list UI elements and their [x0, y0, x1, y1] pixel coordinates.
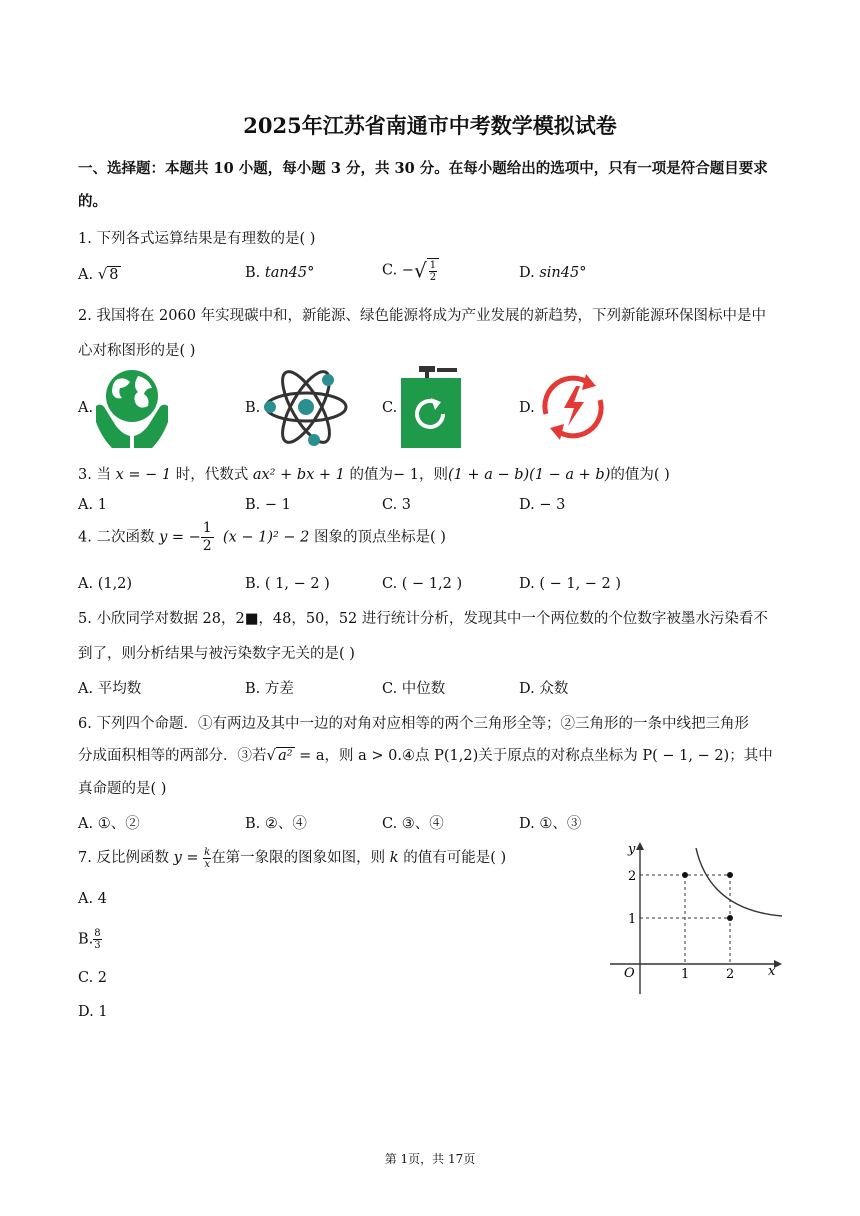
q5-stem: 5. 小欣同学对数据 28，2■，48，50，52 进行统计分析，发现其中一个两位数的个位数字被墨水污染看不	[78, 611, 768, 627]
q5-option-b: B. 方差	[245, 681, 294, 697]
q1-option-b: B. tan45°	[245, 265, 315, 281]
q4-stem: 4. 二次函数 y = − $\frac{1}{2} (x - 1)^2 - 2$ 图象的顶点坐标是( )	[78, 520, 446, 554]
q1-stem: 1. 下列各式运算结果是有理数的是( )	[78, 231, 316, 247]
origin-label: O	[624, 966, 635, 981]
q5-option-d: D. 众数	[519, 681, 569, 697]
q6-stem-end: 真命题的是( )	[78, 781, 167, 797]
q2-option-b-label: B.	[245, 400, 261, 416]
page-footer: 第 1页，共 17页	[384, 1152, 476, 1166]
tick-y-2: 2	[628, 869, 637, 884]
q2-option-a-label: A.	[78, 400, 94, 416]
q2-option-d-label: D.	[519, 400, 535, 416]
q4-option-a: A. (1,2)	[78, 576, 133, 592]
section-heading: 一、选择题：本题共 10 小题，每小题 3 分，共 30 分。在每小题给出的选项中，只有一项是符合题目要求	[78, 160, 768, 177]
q4-option-d: D. ( − 1, − 2 )	[519, 576, 622, 592]
q2-option-c-label: C.	[382, 400, 398, 416]
point-2-2	[727, 872, 733, 878]
q7-option-a: A. 4	[78, 891, 107, 907]
point-1-2	[682, 872, 688, 878]
q1-option-a: A. √ 8	[78, 265, 119, 283]
fuel-can-recycle-icon	[397, 362, 465, 450]
q3-option-b: B. − 1	[245, 497, 291, 513]
q3-option-c: C. 3	[382, 497, 412, 513]
x-axis-label: x	[768, 964, 776, 979]
q6-option-a: A. ①、②	[78, 816, 140, 832]
q7-option-c: C. 2	[78, 970, 108, 986]
green-earth-hands-icon	[92, 366, 172, 448]
q3-stem: 3. 当 x = − 1 时，代数式 ax² + bx + 1 的值为− 1，则(1 + a − b)(1 − a + b)的值为( )	[78, 467, 670, 483]
q7-option-d: D. 1	[78, 1004, 108, 1020]
q6-option-c: C. ③、④	[382, 816, 444, 832]
tick-x-1: 1	[681, 967, 690, 982]
q5-option-c: C. 中位数	[382, 681, 446, 697]
q2-stem: 2. 我国将在 2060 年实现碳中和，新能源、绿色能源将成为产业发展的新趋势，下列新能源环保图标中是中	[78, 308, 767, 324]
q1-option-c: C. −√ $\frac{1}{2}$	[382, 258, 439, 283]
y-axis-label: y	[628, 842, 636, 857]
point-2-1	[727, 915, 733, 921]
q5-option-a: A. 平均数	[78, 681, 142, 697]
q3-option-d: D. − 3	[519, 497, 566, 513]
page-title: 2025年江苏省南通市中考数学模拟试卷	[243, 113, 617, 138]
q7-option-b: B. $\frac{8}{3}$	[78, 928, 101, 951]
energy-cycle-icon	[534, 370, 612, 444]
atom-icon	[262, 364, 350, 450]
q6-option-d: D. ①、③	[519, 816, 582, 832]
q3-option-a: A. 1	[78, 497, 107, 513]
q4-option-c: C. ( − 1,2 )	[382, 576, 463, 592]
hyperbola-curve	[696, 848, 782, 916]
q4-option-b: B. ( 1, − 2 )	[245, 576, 330, 592]
section-heading-cont: 的。	[78, 193, 107, 210]
tick-y-1: 1	[628, 912, 637, 927]
q2-stem-cont: 心对称图形的是( )	[78, 343, 196, 359]
q6-stem-cont: 分成面积相等的两部分．③若√ a² = a，则 a > 0.④点 P(1,2)关于原点的对称点坐标为 P( − 1, − 2)；其中	[78, 746, 773, 764]
q7-stem: 7. 反比例函数 y = $\frac{k}{x}$ 在第一象限的图象如图，则 k 的值有可能是( )	[78, 846, 507, 870]
q6-option-b: B. ②、④	[245, 816, 307, 832]
tick-x-2: 2	[726, 967, 735, 982]
q6-stem: 6. 下列四个命题．①有两边及其中一边的对角对应相等的两个三角形全等；②三角形的一条中线把三角形	[78, 716, 749, 732]
inverse-function-graph	[606, 838, 786, 998]
q1-option-d: D. sin45°	[519, 265, 587, 281]
q5-stem-cont: 到了，则分析结果与被污染数字无关的是( )	[78, 646, 355, 662]
